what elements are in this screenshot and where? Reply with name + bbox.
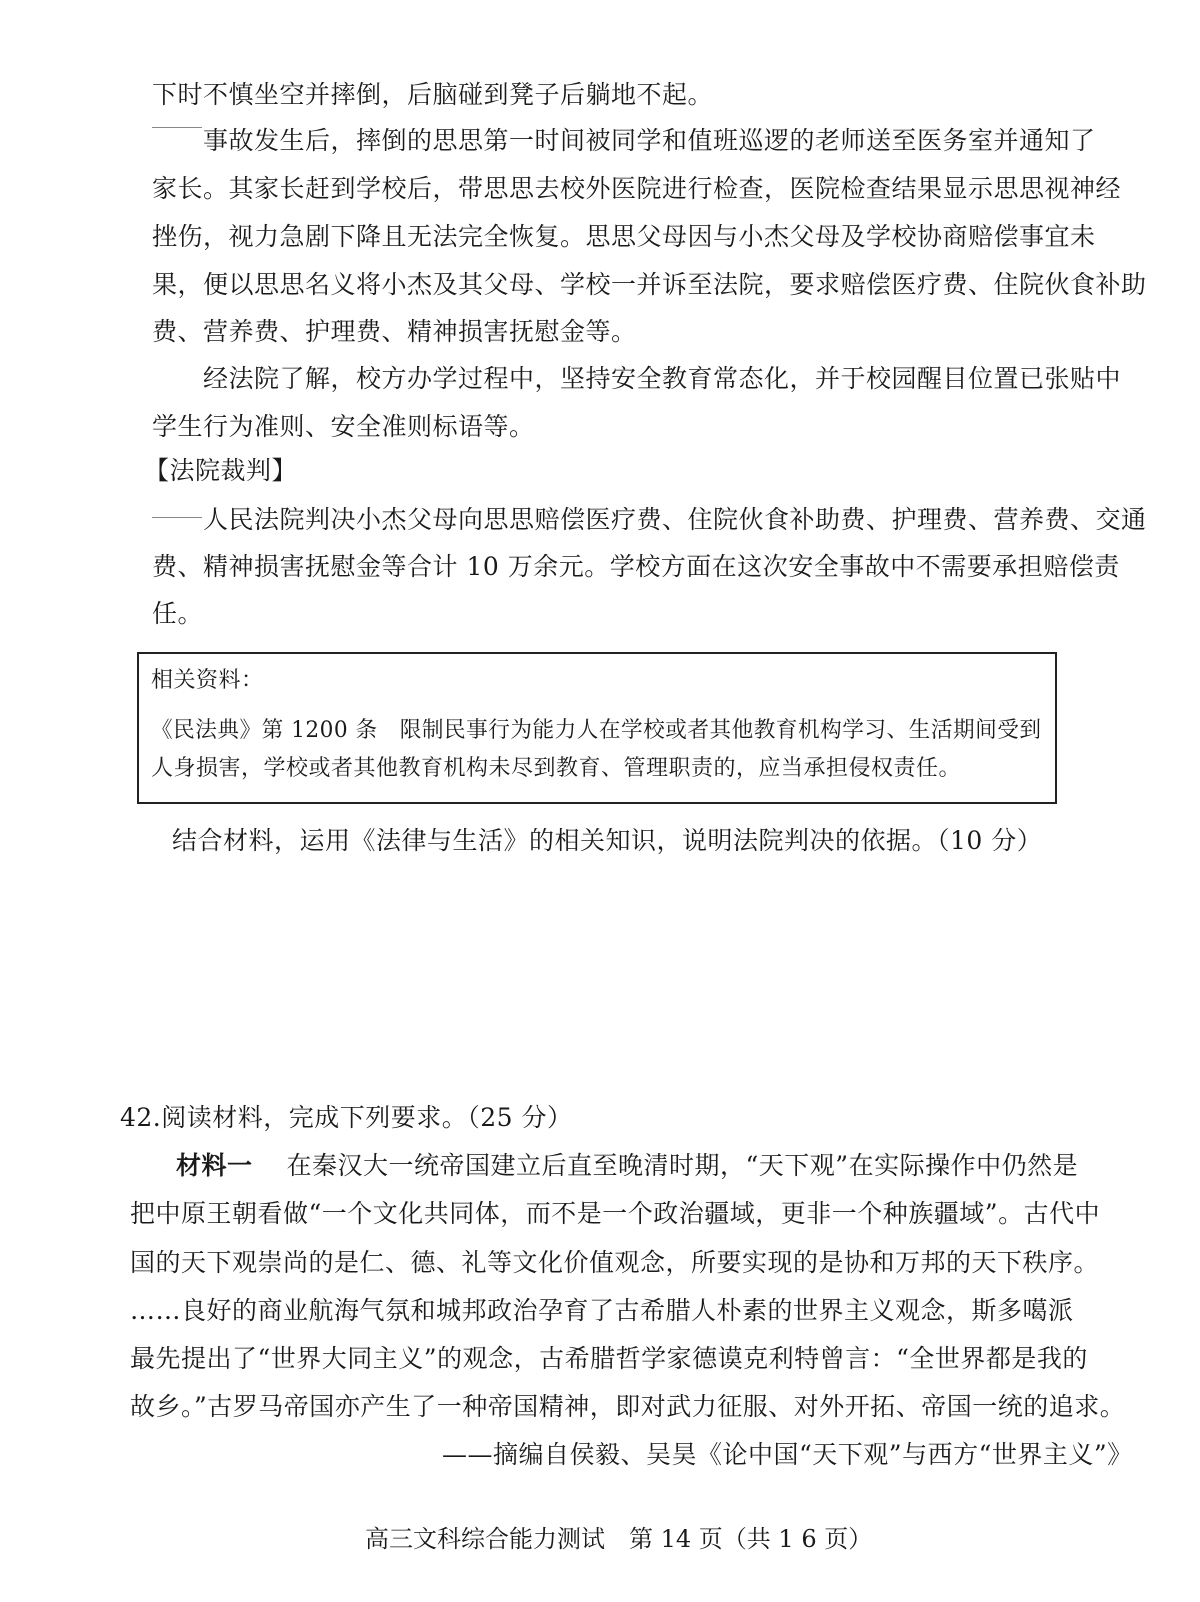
q42-line-2: 把中原王朝看做“一个文化共同体，而不是一个政治疆域，更非一个种族疆域”。古代中 bbox=[130, 1199, 1101, 1228]
material-one-label: 材料一 bbox=[176, 1151, 253, 1180]
case-line-2: 事故发生后，摔倒的思思第一时间被同学和值班巡逻的老师送至医务室并通知了 bbox=[203, 126, 1096, 155]
judgment-line-2: 费、精神损害抚慰金等合计 10 万余元。学校方面在这次安全事故中不需要承担赔偿责 bbox=[152, 552, 1120, 581]
q42-line-1: 在秦汉大一统帝国建立后直至晚清时期，“天下观”在实际操作中仍然是 bbox=[286, 1151, 1079, 1180]
judgment-line-1: 人民法院判决小杰父母向思思赔偿医疗费、住院伙食补助费、护理费、营养费、交通 bbox=[203, 505, 1147, 534]
question-41-prompt: 结合材料，运用《法律与生活》的相关知识，说明法院判决的依据。（10 分） bbox=[172, 826, 1043, 855]
case-line-3: 家长。其家长赶到学校后，带思思去校外医院进行检查，医院检查结果显示思思视神经 bbox=[152, 174, 1122, 203]
q42-line-4: ……良好的商业航海气氛和城邦政治孕育了古希腊人朴素的世界主义观念，斯多噶派 bbox=[130, 1296, 1074, 1325]
q42-line-3: 国的天下观崇尚的是仁、德、礼等文化价值观念，所要实现的是协和万邦的天下秩序。 bbox=[130, 1248, 1100, 1277]
case-line-7: 经法院了解，校方办学过程中，坚持安全教育常态化，并于校园醒目位置已张贴中 bbox=[203, 364, 1122, 393]
scan-mark bbox=[152, 127, 202, 128]
related-line-1: 《民法典》第 1200 条 限制民事行为能力人在学校或者其他教育机构学习、生活期间受到 bbox=[151, 718, 1042, 743]
q42-line-6: 故乡。”古罗马帝国亦产生了一种帝国精神，即对武力征服、对外开拓、帝国一统的追求。 bbox=[130, 1392, 1126, 1421]
case-line-6: 费、营养费、护理费、精神损害抚慰金等。 bbox=[152, 317, 637, 346]
case-line-1: 下时不慎坐空并摔倒，后脑碰到凳子后躺地不起。 bbox=[152, 80, 714, 109]
page-footer: 高三文科综合能力测试 第 14 页（共 1 6 页） bbox=[365, 1525, 873, 1553]
q42-source: ——摘编自侯毅、吴昊《论中国“天下观”与西方“世界主义”》 bbox=[442, 1440, 1133, 1469]
judgment-heading: 【法院裁判】 bbox=[144, 456, 298, 485]
related-material-box bbox=[137, 652, 1057, 804]
question-42-prompt: 42.阅读材料，完成下列要求。（25 分） bbox=[120, 1103, 573, 1132]
scan-mark bbox=[152, 517, 202, 518]
q42-material-row-1 bbox=[176, 1149, 1078, 1183]
case-line-4: 挫伤，视力急剧下降且无法完全恢复。思思父母因与小杰父母及学校协商赔偿事宜未 bbox=[152, 222, 1096, 251]
related-line-2: 人身损害，学校或者其他教育机构未尽到教育、管理职责的，应当承担侵权责任。 bbox=[151, 756, 962, 781]
related-title: 相关资料： bbox=[151, 668, 264, 693]
case-line-5: 果，便以思思名义将小杰及其父母、学校一并诉至法院，要求赔偿医疗费、住院伙食补助 bbox=[152, 270, 1147, 299]
case-line-8: 学生行为准则、安全准则标语等。 bbox=[152, 412, 535, 441]
q42-line-5: 最先提出了“世界大同主义”的观念，古希腊哲学家德谟克利特曾言：“全世界都是我的 bbox=[130, 1344, 1088, 1373]
judgment-line-3: 任。 bbox=[152, 599, 204, 628]
